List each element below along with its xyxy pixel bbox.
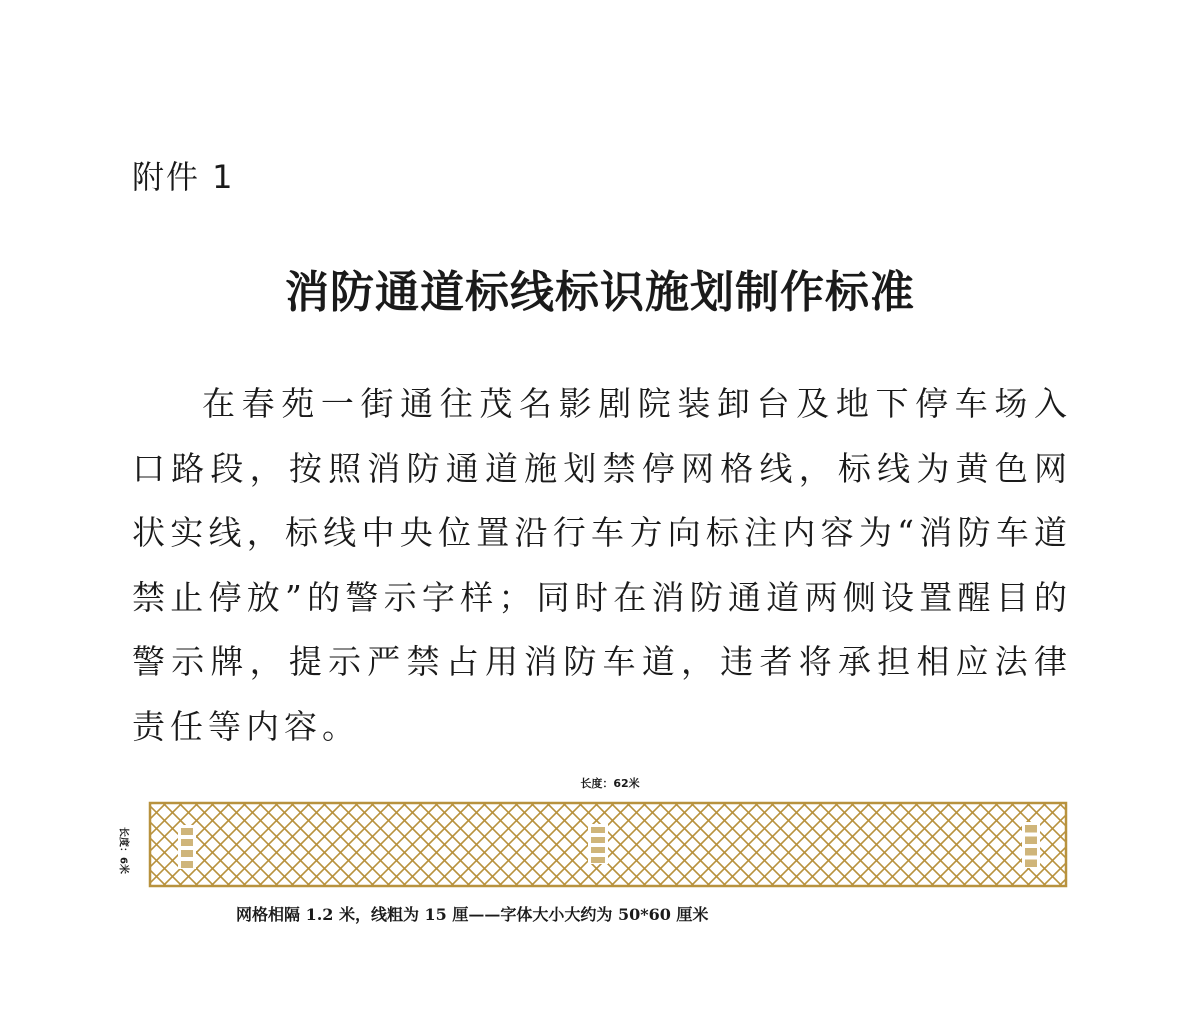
warning-glyph	[181, 850, 193, 857]
grid-line	[110, 803, 150, 886]
warning-glyph	[181, 861, 193, 868]
diagram-caption: 网格相隔 1.2 米，线粗为 15 厘——字体大小大约为 50*60 厘米	[236, 905, 709, 924]
fire-lane-diagram	[110, 770, 1080, 930]
warning-glyph	[1025, 825, 1037, 833]
document-title: 消防通道标线标识施划制作标准	[285, 267, 915, 318]
warning-glyph	[591, 847, 605, 853]
grid-line	[110, 803, 182, 886]
grid-line	[1075, 803, 1080, 886]
grid-line	[110, 803, 182, 886]
body-paragraph: 在春苑一街通往茂名影剧院装卸台及地下停车场入口路段，按照消防通道施划禁停网格线，标线为黄色网状实线，标线中央位置沿行车方向标注内容为“消防车道 禁止停放”的警示字样；同时在消防通道两侧设置醒目的警示牌，提示严禁占用消防车道，违者将承担相应法律责任等内容。	[132, 384, 1072, 746]
warning-glyph	[1025, 837, 1037, 845]
grid-line	[1075, 803, 1080, 886]
grid-line	[1059, 803, 1080, 886]
warning-glyph	[591, 837, 605, 843]
diagram-length-label: 长度：62米	[580, 777, 640, 790]
grid-line	[110, 803, 150, 886]
warning-glyph	[591, 857, 605, 863]
warning-glyph	[181, 839, 193, 846]
grid-line	[1059, 803, 1080, 886]
warning-glyph	[1025, 860, 1037, 868]
grid-marking	[110, 770, 1080, 900]
attachment-label: 附件 1	[132, 158, 235, 196]
warning-glyph	[1025, 848, 1037, 856]
warning-glyph	[181, 828, 193, 835]
warning-glyph	[591, 827, 605, 833]
diagram-width-label: 长度：6米	[117, 827, 129, 874]
